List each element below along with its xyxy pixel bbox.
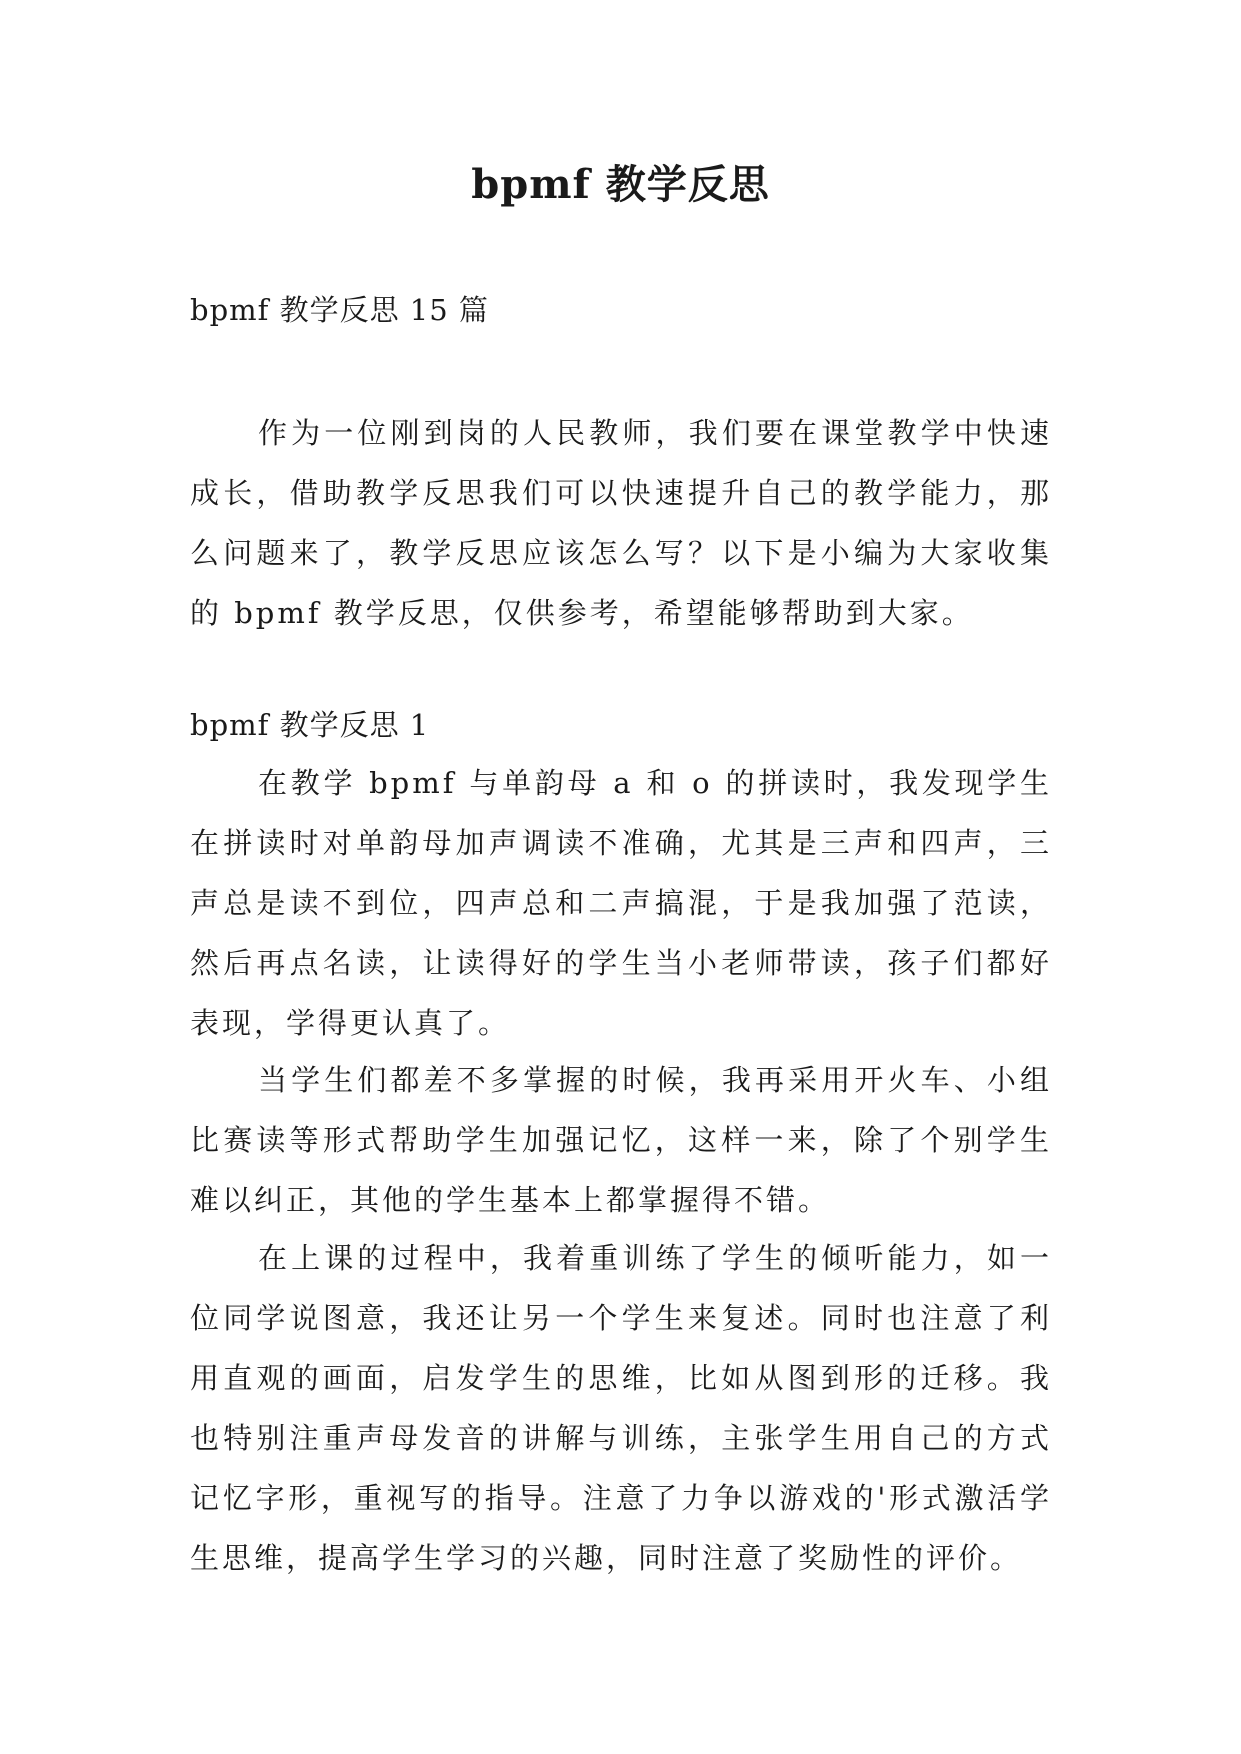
body-paragraph: 在上课的过程中，我着重训练了学生的倾听能力，如一位同学说图意，我还让另一个学生来复述。同时也注意了利用直观的画面，启发学生的思维，比如从图到形的迁移。我也特别注重声母发音的讲解与训练，主张学生用自己的方式记忆字形，重视写的指导。注意了力争以游戏的'形式激活学生思维，提高学生学习的兴趣，同时注意了奖励性的评价。 — [190, 1241, 1052, 1575]
page-title: bpmf 教学反思 — [471, 161, 770, 208]
body-paragraph: 在教学 bpmf 与单韵母 a 和 o 的拼读时，我发现学生在拼读时对单韵母加声调读不准确，尤其是三声和四声，三声总是读不到位，四声总和二声搞混，于是我加强了范读，然后再点名读，让读得好的学生当小老师带读，孩子们都好表现，学得更认真了。 — [190, 766, 1052, 1040]
section-heading: bpmf 教学反思 1 — [190, 708, 430, 742]
body-paragraph: 当学生们都差不多掌握的时候，我再采用开火车、小组比赛读等形式帮助学生加强记忆，这样一来，除了个别学生难以纠正，其他的学生基本上都掌握得不错。 — [190, 1063, 1052, 1217]
intro-paragraph: 作为一位刚到岗的人民教师，我们要在课堂教学中快速成长，借助教学反思我们可以快速提升自己的教学能力，那么问题来了，教学反思应该怎么写？以下是小编为大家收集的 bpmf 教学反思，仅供参考，希望能够帮助到大家。 — [190, 416, 1052, 630]
document-subtitle: bpmf 教学反思 15 篇 — [190, 293, 489, 327]
